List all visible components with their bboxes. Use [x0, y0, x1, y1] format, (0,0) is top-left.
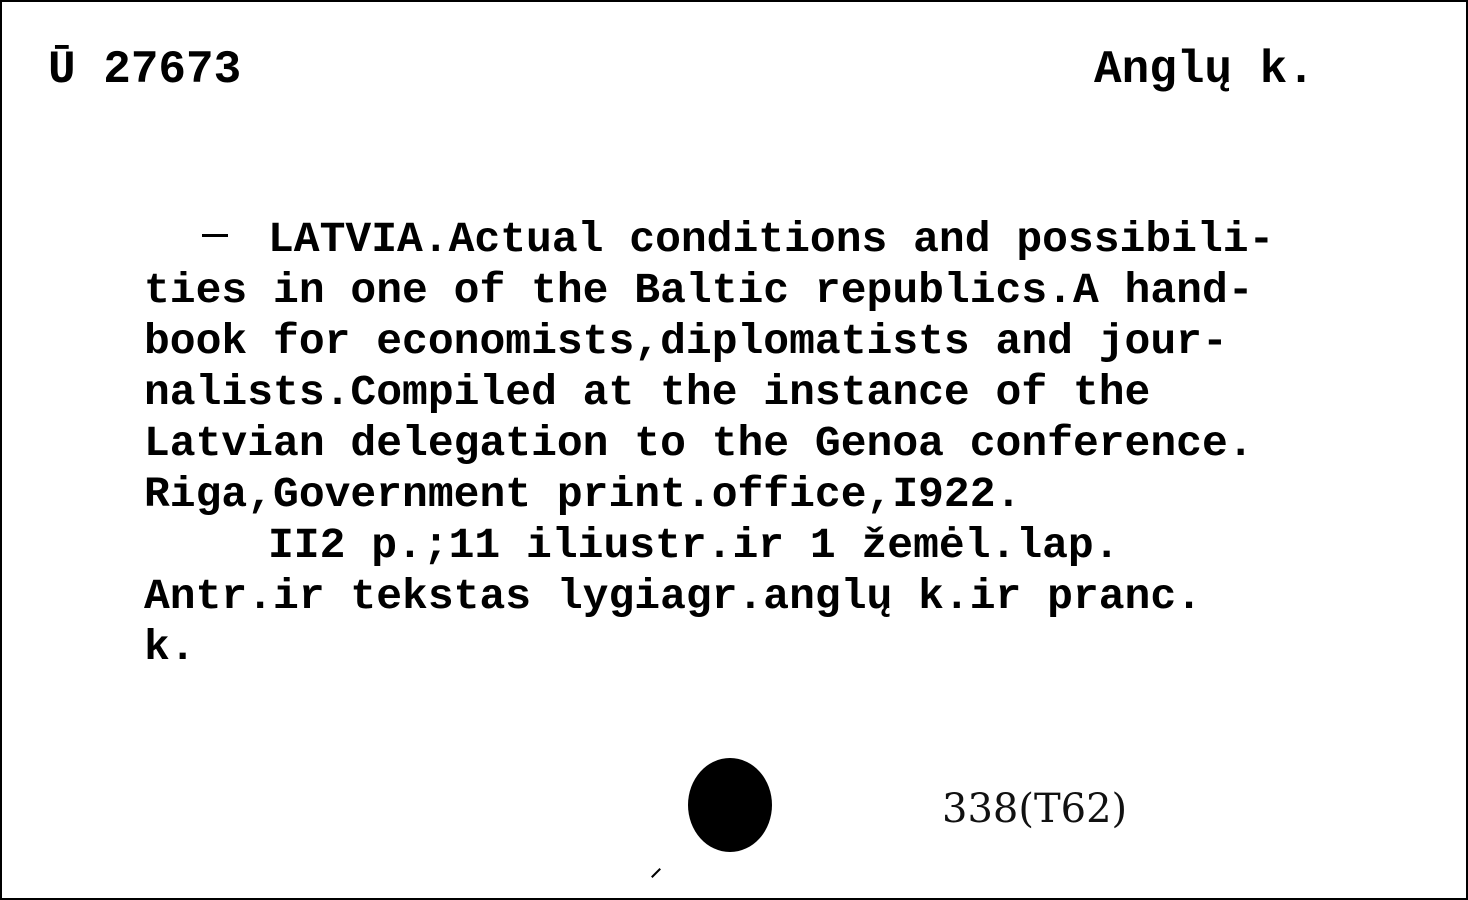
- language-note: Anglų k.: [1094, 44, 1315, 96]
- description-line: II2 p.;11 iliustr.ir 1 žemėl.lap.: [268, 521, 1120, 570]
- bibliographic-description: [144, 214, 1454, 673]
- handwritten-shelfmark: 338(T62): [942, 786, 1128, 832]
- accession-number: Ū 27673: [48, 44, 242, 96]
- description-line: LATVIA.Actual conditions and possibili-: [268, 215, 1275, 264]
- description-line: Antr.ir tekstas lygiagr.anglų k.ir pranc.: [144, 572, 1202, 621]
- description-line: Riga,Government print.office,I922.: [144, 470, 1022, 519]
- description-line: k.: [144, 623, 196, 672]
- description-line: ties in one of the Baltic republics.A hand-: [144, 266, 1254, 315]
- description-line: book for economists,diplomatists and jour-: [144, 317, 1228, 366]
- description-line: Latvian delegation to the Genoa conference.: [144, 419, 1254, 468]
- stray-mark: [651, 868, 661, 878]
- punch-hole: [688, 758, 772, 852]
- description-line: nalists.Compiled at the instance of the: [144, 368, 1151, 417]
